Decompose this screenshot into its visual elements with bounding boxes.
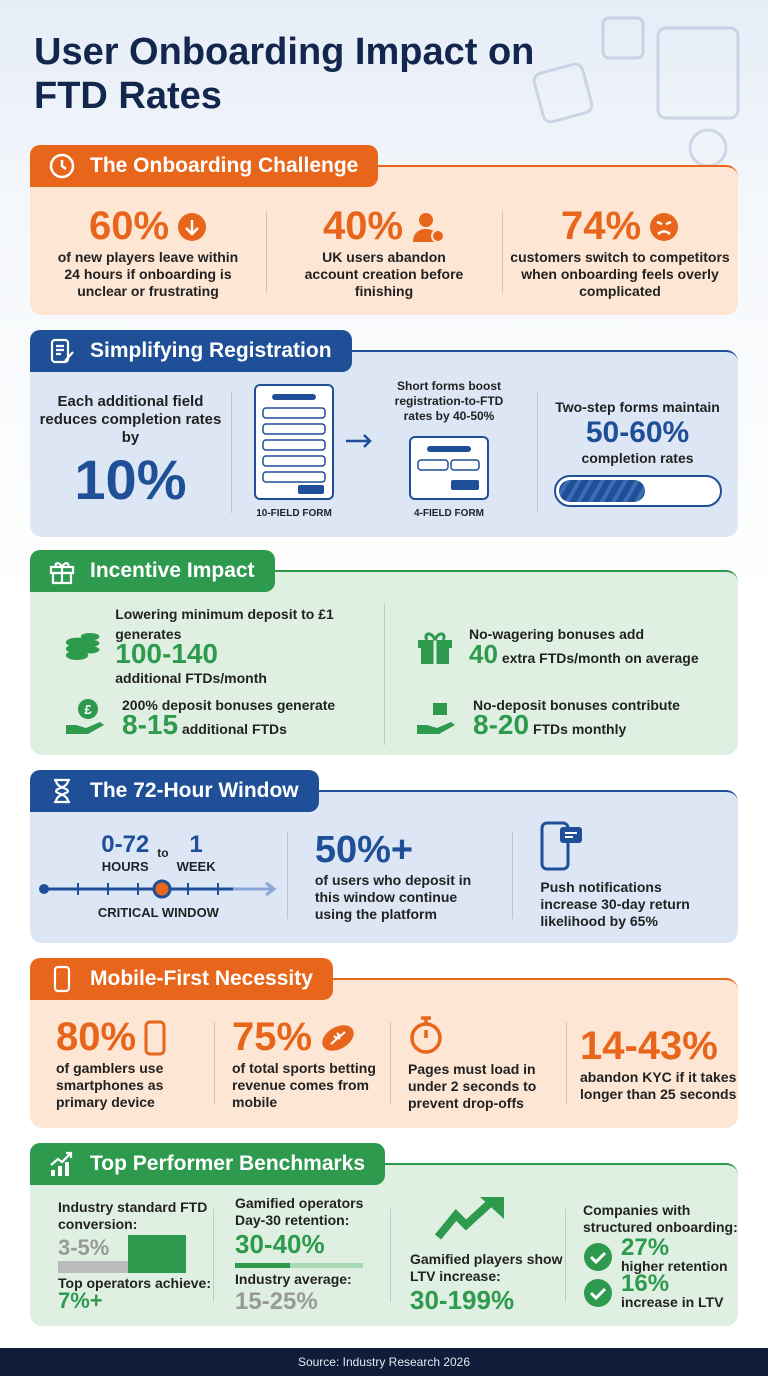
section-header: Incentive Impact (30, 550, 275, 592)
stat-card: 40% UK users abandon account creation before finishing (266, 197, 502, 307)
hourglass-icon (48, 777, 76, 805)
user-icon (411, 210, 445, 244)
smartphone-icon (48, 965, 76, 993)
football-icon (320, 1023, 356, 1053)
casino-decoration-icon (508, 8, 748, 168)
stat-card: 75% of total sports betting revenue comes from mobile (214, 1008, 390, 1118)
incentive-item: Lowering minimum deposit to £1 generates 100-140 additional FTDs/month (30, 604, 384, 688)
gift-icon (48, 557, 76, 585)
incentive-item: No-deposit bonuses contribute 8-20 FTDs monthly (384, 688, 738, 745)
stat-card: 80% of gamblers use smartphones as primary device (30, 1008, 214, 1118)
ten-field-form-icon (254, 384, 334, 500)
svg-text:£: £ (84, 701, 92, 717)
coins-icon (64, 626, 101, 666)
source-footer: Source: Industry Research 2026 (0, 1348, 768, 1376)
clock-icon (48, 152, 76, 180)
trend-up-arrow-icon (434, 1195, 506, 1241)
check-circle-icon (583, 1242, 613, 1272)
hand-gift-icon (415, 697, 459, 737)
four-field-form-icon (409, 436, 489, 500)
form-edit-icon (48, 337, 76, 365)
chart-growth-icon (48, 1150, 76, 1178)
section-header: Simplifying Registration (30, 330, 352, 372)
timeline: 0-72 HOURS to 1 WEEK CRITICAL WINDOW (30, 818, 287, 933)
stopwatch-icon (408, 1015, 444, 1055)
phone-notification-icon (540, 821, 586, 871)
arrow-down-circle-icon (177, 212, 207, 242)
mobile-section (30, 958, 738, 1128)
smartphone-icon (144, 1020, 166, 1056)
stat-card: Pages must load in under 2 seconds to prevent drop-offs (390, 1008, 566, 1118)
arrow-right-icon (344, 433, 374, 449)
page-title: User Onboarding Impact on FTD Rates (34, 31, 535, 117)
stat-card: 60% of new players leave within 24 hours if onboarding is unclear or frustrating (57, 204, 239, 299)
window-section: The 72-Hour Window 0-72 HOURS to 1 WEEK CRITICAL WINDOW 50%+ of users who deposit in this window continue using the platform Push notifications increase 30-day return likelihood by 65% (30, 770, 738, 943)
timeline-bar (38, 878, 278, 900)
section-header: Mobile-First Necessity (30, 958, 333, 1000)
retention-bar (235, 1263, 363, 1268)
incentive-item: £ 200% deposit bonuses generate 8-15 additional FTDs (30, 688, 384, 745)
form-comparison: 10-FIELD FORM Short forms boost registration-to-FTD rates by 40-50% 4-FIELD FORM (231, 378, 537, 527)
registration-section: Simplifying Registration Each additional field reduces completion rates by 10% 10-FIELD FORM Short forms boost registration-to-FTD rates by 40-50% 4-FIELD FORM Two-step forms maintain 50-60% completion rates (30, 330, 738, 537)
stat-card: 14-43% abandon KYC if it takes longer than 25 seconds (566, 1008, 738, 1118)
onboarding-challenge-section (30, 145, 738, 315)
hand-pound-icon (64, 697, 108, 737)
angry-face-icon (649, 212, 679, 242)
section-header: The Onboarding Challenge (30, 145, 378, 187)
stat-card: 74% customers switch to competitors when onboarding feels overly complicated (502, 197, 738, 307)
check-circle-icon (583, 1278, 613, 1308)
completion-progress-bar (554, 475, 722, 507)
section-header: Top Performer Benchmarks (30, 1143, 385, 1185)
benchmarks-section: Top Performer Benchmarks Industry standard FTD conversion: 3-5% Top operators achieve: 7%+ Gamified operators Day-30 retention: 30-40% Industry average: 15-25% Gamified players show LTV increase: 30-199% Companies with structured onboarding: 27% higher retention 16% increase in LTV (30, 1143, 738, 1326)
conversion-comparison-bar: 3-5% (58, 1235, 186, 1273)
gift-icon (415, 626, 455, 666)
section-header: The 72-Hour Window (30, 770, 319, 812)
incentive-item: No-wagering bonuses add 40 extra FTDs/month on average (384, 604, 738, 688)
incentive-section (30, 550, 738, 755)
